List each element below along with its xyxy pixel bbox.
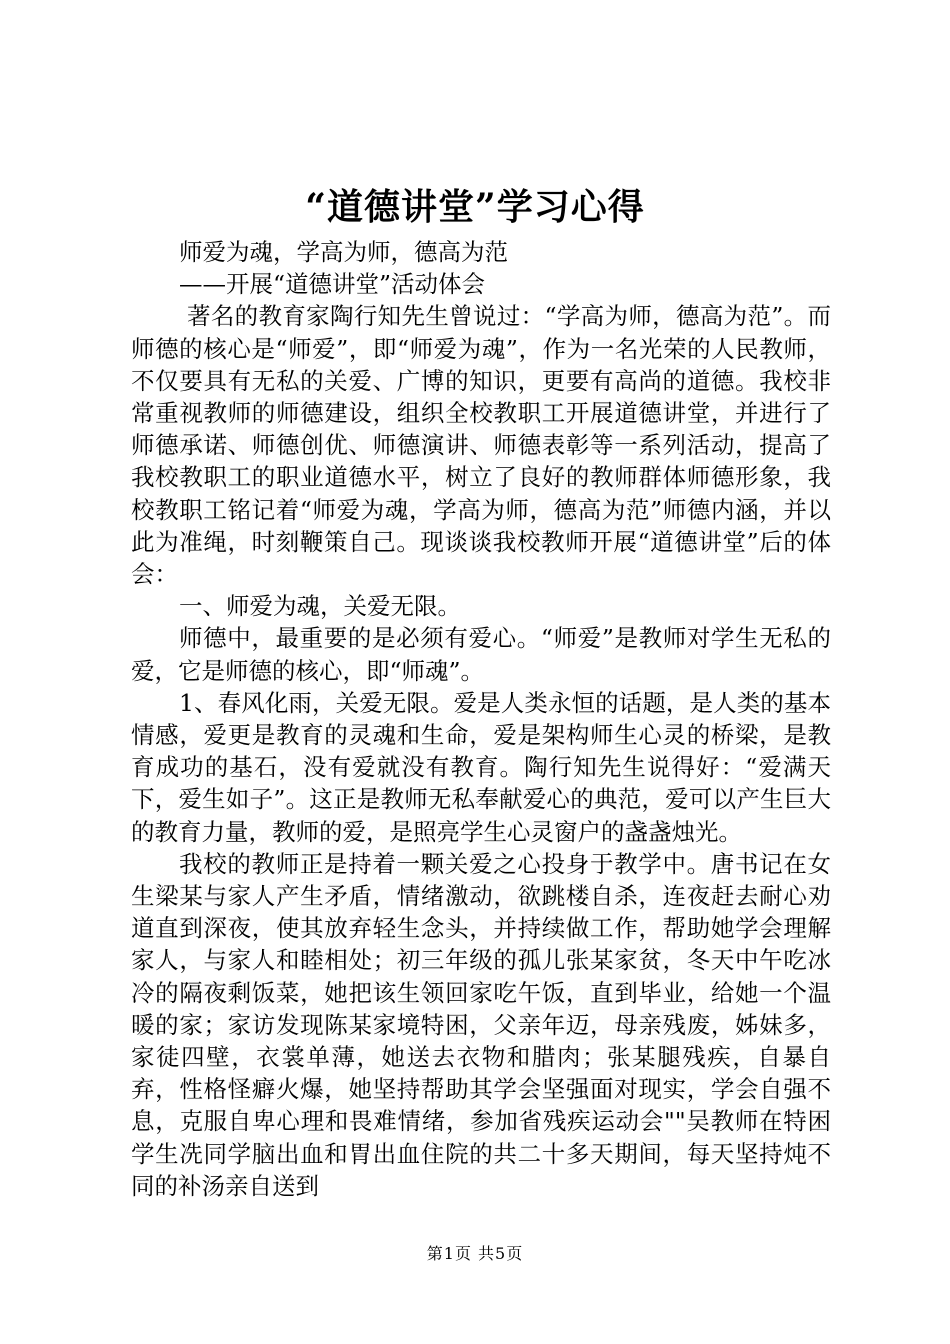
paragraph-teacher-love: 师德中，最重要的是必须有爱心。“师爱”是教师对学生无私的爱，它是师德的核心，即“师魂”。 [131,624,831,685]
document-title: “道德讲堂”学习心得 [305,186,645,228]
subtitle-sub: ——开展“道德讲堂”活动体会 [179,270,486,299]
subtitle-main: 师爱为魂，学高为师，德高为范 [179,238,508,266]
paragraph-spring-wind: 1、春风化雨，关爱无限。爱是人类永恒的话题，是人类的基本情感，爱更是教育的灵魂和生命，爱是架构师生心灵的桥梁，是教育成功的基石，没有爱就没有教育。陶行知先生说得好：“爱满天下，爱生如子”。这正是教师无私奉献爱心的典范，爱可以产生巨大的教育力量，教师的爱，是照亮学生心灵窗户的盏盏烛光。 [131,688,831,846]
page-footer: 第1页 共5页 [426,1244,524,1263]
paragraph-school-teachers: 我校的教师正是持着一颗关爱之心投身于教学中。唐书记在女生梁某与家人产生矛盾，情绪激动，欲跳楼自杀，连夜赶去耐心劝道直到深夜，使其放弃轻生念头，并持续做工作，帮助她学会理解家人，与家人和睦相处；初三年级的孤儿张某家贫，冬天中午吃冰冷的隔夜剩饭菜，她把该生领回家吃午饭，直到毕业，给她一个温暖的家；家访发现陈某家境特困，父亲年迈，母亲残废，姊妹多，家徒四壁，衣裳单薄，她送去衣物和腊肉；张某腿残疾，自暴自弃，性格怪癖火爆，她坚持帮助其学会坚强面对现实，学会自强不息，克服自卑心理和畏难情绪，参加省残疾运动会""吴教师在特困学生冼同学脑出血和胃出血住院的共二十多天期间，每天坚持炖不同的补汤亲自送到 [131,849,831,1200]
section-heading-1: 一、师爱为魂，关爱无限。 [179,592,461,621]
document-body [131,236,831,1202]
paragraph-intro: 著名的教育家陶行知先生曾说过：“学高为师，德高为范”。而师德的核心是“师爱”，即“师爱为魂”，作为一名光荣的人民教师，不仅要具有无私的关爱、广博的知识，更要有高尚的道德。我校非常重视教师的师德建设，组织全校教职工开展道德讲堂，并进行了师德承诺、师德创优、师德演讲、师德表彰等一系列活动，提高了我校教职工的职业道德水平，树立了良好的教师群体师德形象，我校教职工铭记着“师爱为魂，学高为师，德高为范”师德内涵，并以此为准绳，时刻鞭策自己。现谈谈我校教师开展“道德讲堂”后的体会： [131,302,831,589]
